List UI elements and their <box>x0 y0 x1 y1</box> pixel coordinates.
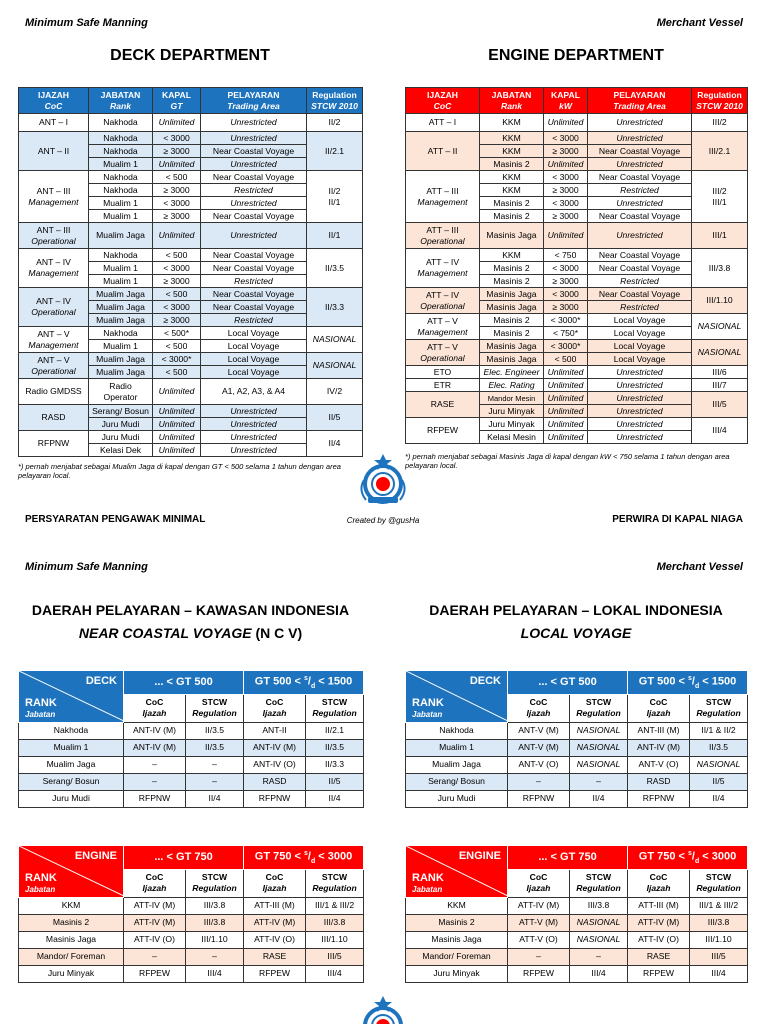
local-title: DAERAH PELAYARAN – LOKAL INDONESIA <box>429 602 723 618</box>
table-row: Juru Mudi Unlimited Unrestricted <box>19 418 363 431</box>
table-row: ATT – IV Management KKM < 750 Near Coastal Voyage III/3.8 <box>406 249 748 262</box>
table-row: RASE Mandor Mesin Unlimited Unrestricted III/5 <box>406 392 748 405</box>
table-row: KKM ATT-IV (M) III/3.8 ATT-III (M) III/1 & III/2 <box>19 897 364 914</box>
table-row: ANT – III Operational Mualim Jaga Unlimited Unrestricted II/1 <box>19 223 363 249</box>
table-row: Nakhoda ANT-IV (M) II/3.5 ANT-II II/2.1 <box>19 722 364 739</box>
table-row: ETO Elec. Engineer Unlimited Unrestricted III/6 <box>406 366 748 379</box>
anchor-emblem-bottom-icon <box>356 992 410 1024</box>
table-row: Mualim 1 ANT-IV (M) II/3.5 ANT-IV (M) II/3.5 <box>19 739 364 756</box>
table-row: Mualim 1 < 3000 Near Coastal Voyage <box>19 262 363 275</box>
col-ijazah: IJAZAH CoC <box>19 88 89 114</box>
table-subheader-row: CoC Ijazah STCW Regulation CoC Ijazah STCW Regulation <box>19 869 364 897</box>
table-row: ETR Elec. Rating Unlimited Unrestricted III/7 <box>406 379 748 392</box>
table-row: Mualim Jaga ≥ 3000 Restricted <box>19 314 363 327</box>
created-by: Created by @gusHa <box>346 516 420 525</box>
table-row: Mandor/ Foreman – – RASE III/5 <box>406 948 748 965</box>
col-ijazah: IJAZAH CoC <box>406 88 480 114</box>
table-row: Nakhoda ≥ 3000 Near Coastal Voyage <box>19 145 363 158</box>
table-row: KKM ≥ 3000 Restricted <box>406 184 748 197</box>
table-row: Mualim 1 Unlimited Unrestricted <box>19 158 363 171</box>
col-kapal: KAPAL kW <box>544 88 588 114</box>
table-row: Masinis Jaga ATT-IV (O) III/1.10 ATT-IV (O) III/1.10 <box>19 931 364 948</box>
table-header-row: DECK RANK Jabatan ... < GT 500 GT $500 < ^s/_d < 1500$ <box>406 671 748 695</box>
engine-footnote: *) pernah menjabat sebagai Masinis Jaga di kapal dengan kW < 750 selama 1 tahun dengan area pelayaran local. <box>405 452 730 470</box>
table-row: ATT – I KKM Unlimited Unrestricted III/2 <box>406 114 748 132</box>
col-jabatan: JABATAN Rank <box>89 88 153 114</box>
table-row: ANT – IV Operational Mualim Jaga < 500 Near Coastal Voyage II/3.3 <box>19 288 363 301</box>
table-row: Mandor/ Foreman – – RASE III/5 <box>19 948 364 965</box>
table-row: ANT – V Operational Mualim Jaga < 3000* Local Voyage NASIONAL <box>19 353 363 366</box>
table-row: Juru Mudi RFPNW II/4 RFPNW II/4 <box>406 790 748 807</box>
table-row: Kelasi Mesin Unlimited Unrestricted <box>406 431 748 444</box>
table-row: ANT – III Management Nakhoda < 500 Near Coastal Voyage II/2 II/1 <box>19 171 363 184</box>
table-row: ATT – II KKM < 3000 Unrestricted III/2.1 <box>406 132 748 145</box>
table-row: RFPNW Juru Mudi Unlimited Unrestricted II/4 <box>19 431 363 444</box>
deck-local-table <box>405 670 748 808</box>
header-left: Minimum Safe Manning <box>25 17 148 29</box>
table-row: Serang/ Bosun – – RASD II/5 <box>406 773 748 790</box>
deck-table <box>18 87 363 457</box>
table-row: Masinis Jaga < 500 Local Voyage <box>406 353 748 366</box>
table-row: Kelasi Dek Unlimited Unrestricted <box>19 444 363 457</box>
table-row: ANT – II Nakhoda < 3000 Unrestricted II/2.1 <box>19 132 363 145</box>
table-row: Juru Minyak RFPEW III/4 RFPEW III/4 <box>406 965 748 982</box>
deck-footnote: *) pernah menjabat sebagai Mualim Jaga di kapal dengan GT < 500 selama 1 tahun dengan area pelayaran local. <box>18 462 341 480</box>
table-header-row: DECK RANK Jabatan ... < GT 500 GT $500 < ^s/_d < 1500$ <box>19 671 364 695</box>
table-row: Masinis 2 ATT-IV (M) III/3.8 ATT-IV (M) III/3.8 <box>19 914 364 931</box>
table-row: Mualim 1 < 3000 Unrestricted <box>19 197 363 210</box>
table-row: Nakhoda ≥ 3000 Restricted <box>19 184 363 197</box>
table-row: Masinis 2 ≥ 3000 Near Coastal Voyage <box>406 210 748 223</box>
table-subheader-row: CoC Ijazah STCW Regulation CoC Ijazah STCW Regulation <box>406 694 748 722</box>
table-row: Masinis 2 < 3000 Unrestricted <box>406 197 748 210</box>
col-pelayaran: PELAYARAN Trading Area <box>201 88 307 114</box>
table-row: Mualim 1 ≥ 3000 Near Coastal Voyage <box>19 210 363 223</box>
table-row: KKM ≥ 3000 Near Coastal Voyage <box>406 145 748 158</box>
table-row: ATT – III Operational Masinis Jaga Unlimited Unrestricted III/1 <box>406 223 748 249</box>
anchor-emblem-icon <box>356 450 410 510</box>
table-row: ANT – I Nakhoda Unlimited Unrestricted II/2 <box>19 114 363 132</box>
table-row: Juru Minyak Unlimited Unrestricted <box>406 405 748 418</box>
table-row: ANT – V Management Nakhoda < 500* Local Voyage NASIONAL <box>19 327 363 340</box>
header-right: Merchant Vessel <box>656 17 743 29</box>
table-row: ATT – IV Operational Masinis Jaga < 3000 Near Coastal Voyage III/1.10 <box>406 288 748 301</box>
table-row: RASD Serang/ Bosun Unlimited Unrestricted II/5 <box>19 405 363 418</box>
ncv-title: DAERAH PELAYARAN – KAWASAN INDONESIA <box>31 602 350 618</box>
deck-department-title: DECK DEPARTMENT <box>110 47 270 64</box>
table-row: Mualim Jaga < 3000 Near Coastal Voyage <box>19 301 363 314</box>
table-row: ATT – V Operational Masinis Jaga < 3000* Local Voyage NASIONAL <box>406 340 748 353</box>
table-row: Nakhoda ANT-V (M) NASIONAL ANT-III (M) II/1 & II/2 <box>406 722 748 739</box>
table-row: Mualim 1 ≥ 3000 Restricted <box>19 275 363 288</box>
rank-corner-cell: ENGINE RANK Jabatan <box>19 846 124 898</box>
table-row: Mualim 1 < 500 Local Voyage <box>19 340 363 353</box>
table-subheader-row: CoC Ijazah STCW Regulation CoC Ijazah STCW Regulation <box>19 694 364 722</box>
table-row: Mualim Jaga < 500 Local Voyage <box>19 366 363 379</box>
table-row: Juru Minyak RFPEW III/4 RFPEW III/4 <box>19 965 364 982</box>
table-row: Mualim Jaga – – ANT-IV (O) II/3.3 <box>19 756 364 773</box>
table-row: RFPEW Juru Minyak Unlimited Unrestricted III/4 <box>406 418 748 431</box>
table-row: Serang/ Bosun – – RASD II/5 <box>19 773 364 790</box>
table-row: Masinis 2 < 3000 Near Coastal Voyage <box>406 262 748 275</box>
footer-left: PERSYARATAN PENGAWAK MINIMAL <box>25 514 206 525</box>
table-row: Masinis Jaga ≥ 3000 Restricted <box>406 301 748 314</box>
local-subtitle: LOCAL VOYAGE <box>520 625 632 641</box>
col-kapal: KAPAL GT <box>153 88 201 114</box>
engine-local-table <box>405 845 748 983</box>
table-row: ANT – IV Management Nakhoda < 500 Near Coastal Voyage II/3.5 <box>19 249 363 262</box>
table-subheader-row: CoC Ijazah STCW Regulation CoC Ijazah STCW Regulation <box>406 869 748 897</box>
engine-ncv-table <box>18 845 364 983</box>
col-regulation: Regulation STCW 2010 <box>692 88 748 114</box>
table-row: Mualim Jaga ANT-V (O) NASIONAL ANT-V (O) NASIONAL <box>406 756 748 773</box>
table-row: Radio GMDSS Radio Operator Unlimited A1, A2, A3, & A4 IV/2 <box>19 379 363 405</box>
table-row: KKM ATT-IV (M) III/3.8 ATT-III (M) III/1 & III/2 <box>406 897 748 914</box>
col-jabatan: JABATAN Rank <box>480 88 544 114</box>
table-row: Masinis Jaga ATT-V (O) NASIONAL ATT-IV (O) III/1.10 <box>406 931 748 948</box>
table-row: Juru Mudi RFPNW II/4 RFPNW II/4 <box>19 790 364 807</box>
rank-corner-cell: DECK RANK Jabatan <box>406 671 508 723</box>
table-header-row: ENGINE RANK Jabatan ... < GT 750 GT $750 < ^s/_d < 3000$ <box>19 846 364 870</box>
table-header-row: ENGINE RANK Jabatan ... < GT 750 GT $750 < ^s/_d < 3000$ <box>406 846 748 870</box>
deck-ncv-table <box>18 670 364 808</box>
deck-header-row <box>19 88 363 114</box>
engine-table <box>405 87 748 444</box>
table-row: ATT – III Management KKM < 3000 Near Coastal Voyage III/2 III/1 <box>406 171 748 184</box>
col-regulation: Regulation STCW 2010 <box>307 88 363 114</box>
footer-right: PERWIRA DI KAPAL NIAGA <box>612 514 743 525</box>
ncv-subtitle: NEAR COASTAL VOYAGE (N C V) <box>78 625 303 641</box>
table-row: ATT – V Management Masinis 2 < 3000* Local Voyage NASIONAL <box>406 314 748 327</box>
col-pelayaran: PELAYARAN Trading Area <box>588 88 692 114</box>
table-row: Mualim 1 ANT-V (M) NASIONAL ANT-IV (M) II/3.5 <box>406 739 748 756</box>
table-row: Masinis 2 ≥ 3000 Restricted <box>406 275 748 288</box>
table-row: Masinis 2 ATT-V (M) NASIONAL ATT-IV (M) III/3.8 <box>406 914 748 931</box>
bottom-header-left: Minimum Safe Manning <box>25 561 148 573</box>
rank-corner-cell: ENGINE RANK Jabatan <box>406 846 508 898</box>
rank-corner-cell: DECK RANK Jabatan <box>19 671 124 723</box>
table-row: Masinis 2 Unlimited Unrestricted <box>406 158 748 171</box>
table-row: Masinis 2 < 750* Local Voyage <box>406 327 748 340</box>
bottom-header-right: Merchant Vessel <box>656 561 743 573</box>
engine-department-title: ENGINE DEPARTMENT <box>488 47 664 64</box>
engine-header-row <box>406 88 748 114</box>
